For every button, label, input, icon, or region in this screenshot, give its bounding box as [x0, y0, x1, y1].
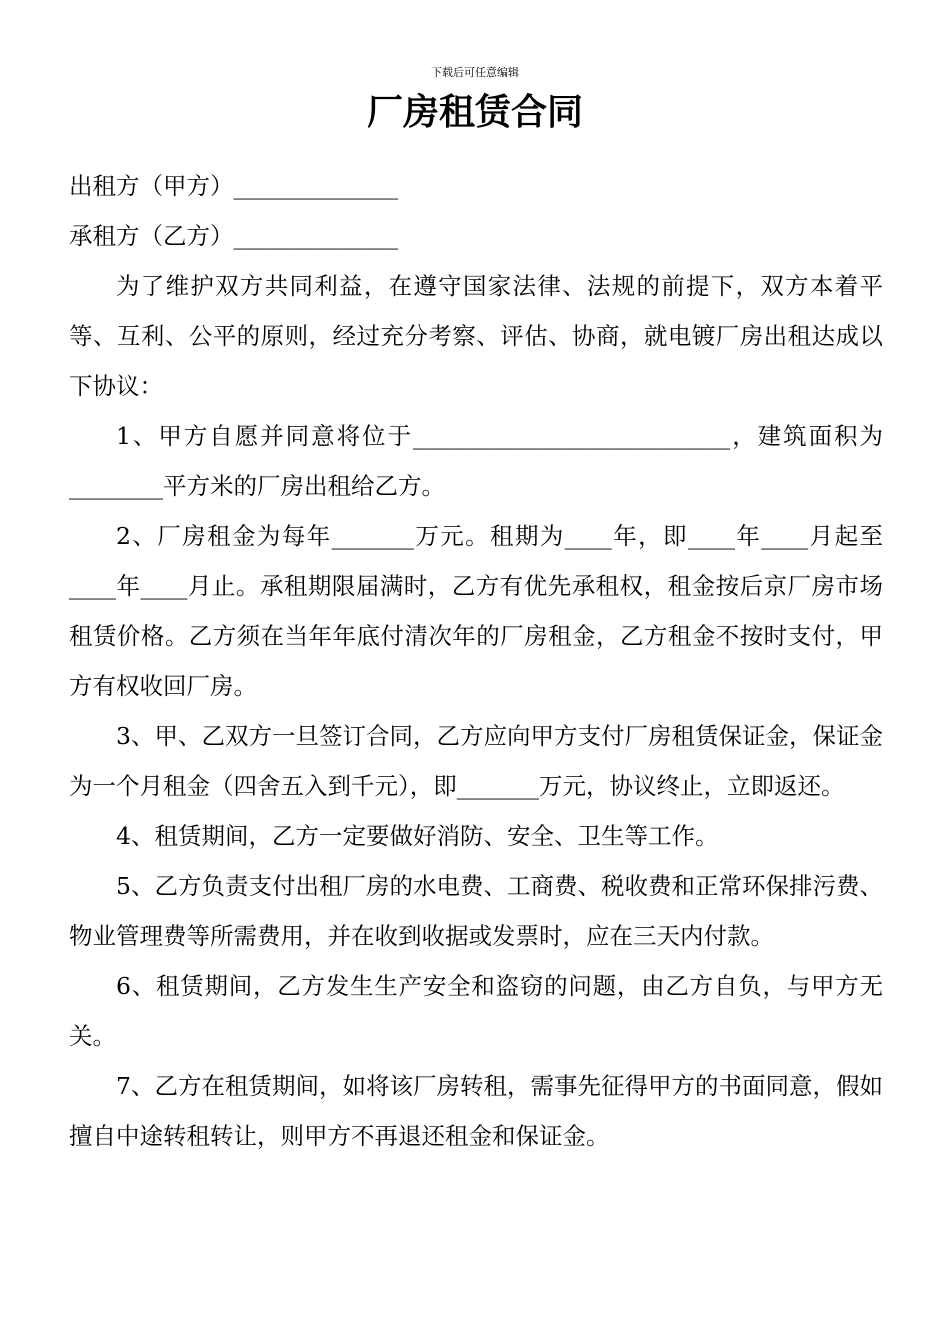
clause-3: 3、甲、乙双方一旦签订合同，乙方应向甲方支付厂房租赁保证金，保证金为一个月租金（四舍五入到千元），即_______万元，协议终止，立即返还。 — [69, 722, 883, 800]
lessee-line: 承租方（乙方）______________ — [69, 222, 398, 250]
document-title: 厂房租赁合同 — [366, 91, 583, 133]
lessor-line: 出租方（甲方）______________ — [69, 172, 398, 200]
clause-4: 4、租赁期间，乙方一定要做好消防、安全、卫生等工作。 — [116, 822, 719, 850]
clause-5: 5、乙方负责支付出租厂房的水电费、工商费、税收费和正常环保排污费、物业管理费等所需费用，并在收到收据或发票时，应在三天内付款。 — [69, 872, 883, 950]
contract-body — [69, 161, 883, 1161]
header-note: 下载后可任意编辑 — [431, 66, 519, 79]
clause-6: 6、租赁期间，乙方发生生产安全和盗窃的问题，由乙方自负，与甲方无关。 — [69, 972, 883, 1050]
clause-2: 2、厂房租金为每年_______万元。租期为____年，即____年____月起至____年____月止。承租期限届满时，乙方有优先承租权，租金按后京厂房市场租赁价格。乙方须在当年年底付清次年的厂房租金，乙方租金不按时支付，甲方有权收回厂房。 — [69, 522, 883, 700]
clause-7: 7、乙方在租赁期间，如将该厂房转租，需事先征得甲方的书面同意，假如擅自中途转租转让，则甲方不再退还租金和保证金。 — [69, 1072, 883, 1150]
preamble-paragraph: 为了维护双方共同利益，在遵守国家法律、法规的前提下，双方本着平等、互利、公平的原则，经过充分考察、评估、协商，就电镀厂房出租达成以下协议： — [69, 272, 883, 400]
clause-1: 1、甲方自愿并同意将位于___________________________，建筑面积为________平方米的厂房出租给乙方。 — [69, 422, 883, 500]
